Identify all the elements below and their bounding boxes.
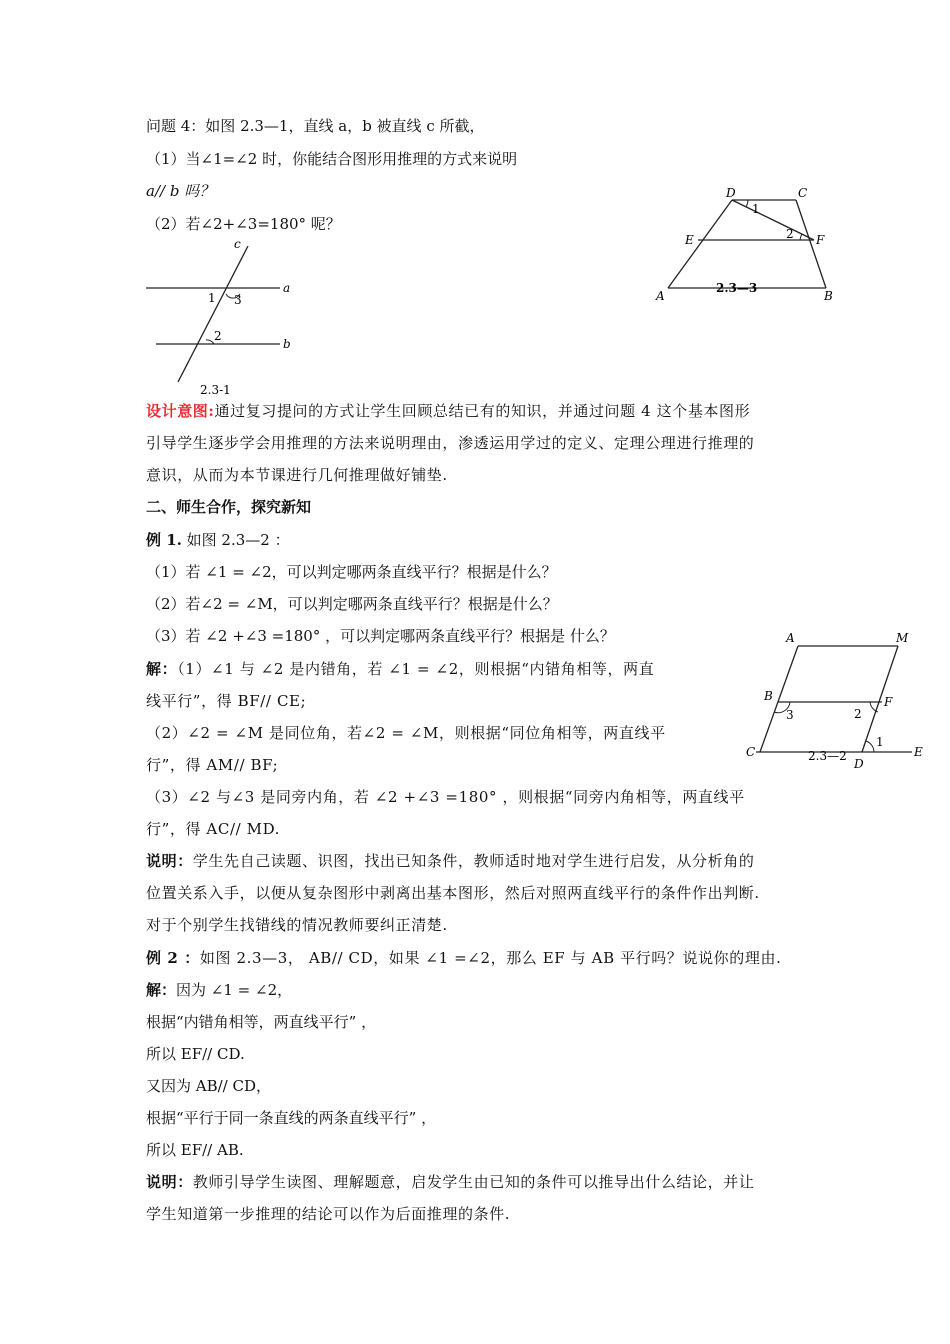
example2-s1: 因为 ∠1 = ∠2，	[176, 981, 293, 999]
example1-s3b: 行”，得 AC// MD.	[146, 820, 281, 838]
example1-q2: （2）若∠2 = ∠M，可以判定哪两条直线平行？根据是什么？	[146, 595, 558, 613]
example1-s2b: 行”，得 AM// BF;	[146, 756, 279, 774]
example2-n1: 教师引导学生读图、理解题意，启发学生由已知的条件可以推导出什么结论，并让	[192, 1173, 755, 1191]
fig1-angle-2: 2	[214, 329, 222, 343]
example2-s4: 又因为 AB// CD，	[146, 1077, 272, 1095]
example1-n2: 位置关系入手，以便从复杂图形中剥离出基本图形，然后对照两直线平行的条件作出判断.	[146, 884, 760, 902]
example1-s1a: （1）∠1 与 ∠2 是内错角，若 ∠1 = ∠2，则根据“内错角相等，两直	[177, 660, 655, 678]
example1-solution-title: 解：	[146, 660, 178, 678]
fig3-label-D: D	[726, 186, 736, 200]
design-intent-title: 设计意图:	[146, 402, 215, 420]
fig3-label-E: E	[685, 233, 694, 247]
problem4-line1: 问题 4：如图 2.3—1，直线 a，b 被直线 c 所截，	[146, 117, 485, 135]
segment-ad	[668, 200, 732, 288]
fig2-label-D: D	[854, 757, 864, 771]
example2-solution-line1	[146, 980, 292, 1000]
example2-title: 例 2 ：	[146, 949, 200, 967]
example1-solution-line1	[146, 659, 654, 679]
example1-intro: 如图 2.3—2 ：	[181, 531, 290, 549]
example2-heading	[146, 948, 781, 968]
example1-n3: 对于个别学生找错线的情况教师要纠正清楚.	[146, 916, 448, 934]
fig1-label-b: b	[283, 337, 291, 351]
example1-s2a: （2）∠2 = ∠M 是同位角，若∠2 = ∠M，则根据“同位角相等，两直线平	[146, 724, 666, 742]
angle-arc-1	[746, 200, 748, 207]
figure-2-3-2	[744, 628, 934, 772]
example2-solution-title: 解：	[146, 981, 177, 999]
example2-s5: 根据“平行于同一条直线的两条直线平行” ，	[146, 1109, 437, 1127]
design-intent-line1	[146, 401, 750, 421]
fig2-label-M: M	[896, 631, 909, 645]
design-intent-line3: 意识，从而为本节课进行几何推理做好铺垫.	[146, 466, 448, 484]
fig2-angle-1: 1	[876, 735, 884, 749]
design-intent-text1: 通过复习提问的方式让学生回顾总结已有的知识，并通过问题 4 这个基本图形	[214, 402, 751, 420]
example1-note-line1	[146, 851, 754, 871]
example2-note-line1	[146, 1172, 754, 1192]
problem4-line4: （2）若∠2+∠3=180° 呢？	[146, 215, 341, 233]
fig1-caption: 2.3-1	[200, 383, 231, 396]
fig2-label-E: E	[914, 745, 923, 759]
example1-heading	[146, 530, 290, 550]
example1-q3: （3）若 ∠2 +∠3 =180° ，可以判定哪两条直线平行？根据是 什么？	[146, 627, 615, 645]
figure-2-3-3	[648, 182, 844, 306]
figure-2-3-1	[140, 236, 320, 396]
fig1-label-c: c	[234, 237, 241, 251]
line-c	[178, 246, 248, 382]
fig2-caption: 2.3—2	[808, 749, 847, 763]
example2-text: 如图 2.3—3， AB// CD，如果 ∠1 =∠2，那么 EF 与 AB 平行吗？说说你的理由.	[199, 949, 782, 967]
fig3-angle-2: 2	[786, 227, 794, 241]
fig2-label-B: B	[764, 689, 773, 703]
fig3-angle-1: 1	[752, 202, 760, 216]
section-heading: 二、师生合作，探究新知	[146, 498, 312, 516]
angle-arc-1	[866, 741, 874, 752]
fig3-label-C: C	[798, 186, 808, 200]
example2-n2: 学生知道第一步推理的结论可以作为后面推理的条件.	[146, 1205, 511, 1223]
fig2-label-C: C	[746, 745, 756, 759]
example1-n1: 学生先自己读题、识图，找出已知条件，教师适时地对学生进行启发，从分析角的	[192, 852, 755, 870]
angle-arc-2	[800, 234, 802, 240]
example1-s3a: （3）∠2 与∠3 是同旁内角，若 ∠2 +∠3 =180° ，则根据“同旁内角相等，两直线平	[146, 788, 745, 806]
example2-s2: 根据“内错角相等，两直线平行” ，	[146, 1013, 377, 1031]
example1-s1b: 线平行”，得 BF// CE;	[146, 692, 307, 710]
example1-title: 例 1.	[146, 531, 182, 549]
problem4-line3: a// b 吗？	[146, 182, 215, 200]
fig2-label-A: A	[786, 631, 795, 645]
example2-note-title: 说明：	[146, 1173, 193, 1191]
fig1-angle-1: 1	[208, 291, 216, 305]
fig3-label-A: A	[656, 289, 665, 303]
example2-s3: 所以 EF// CD.	[146, 1045, 245, 1063]
problem4-line2: （1）当∠1=∠2 时，你能结合图形用推理的方式来说明	[146, 150, 518, 168]
fig3-label-B: B	[824, 289, 833, 303]
example2-s6: 所以 EF// AB.	[146, 1141, 244, 1159]
fig2-label-F: F	[884, 695, 893, 709]
fig1-angle-3: 3	[234, 293, 242, 307]
example1-note-title: 说明：	[146, 852, 193, 870]
example1-q1: （1）若 ∠1 = ∠2，可以判定哪两条直线平行？根据是什么？	[146, 563, 557, 581]
fig2-angle-3: 3	[786, 708, 794, 722]
design-intent-line2: 引导学生逐步学会用推理的方法来说明理由，渗透运用学过的定义、定理公理进行推理的	[146, 434, 755, 452]
fig2-angle-2: 2	[854, 707, 862, 721]
fig3-caption: 2.3—3	[716, 281, 758, 295]
fig3-label-F: F	[816, 233, 825, 247]
fig1-label-a: a	[283, 281, 291, 295]
